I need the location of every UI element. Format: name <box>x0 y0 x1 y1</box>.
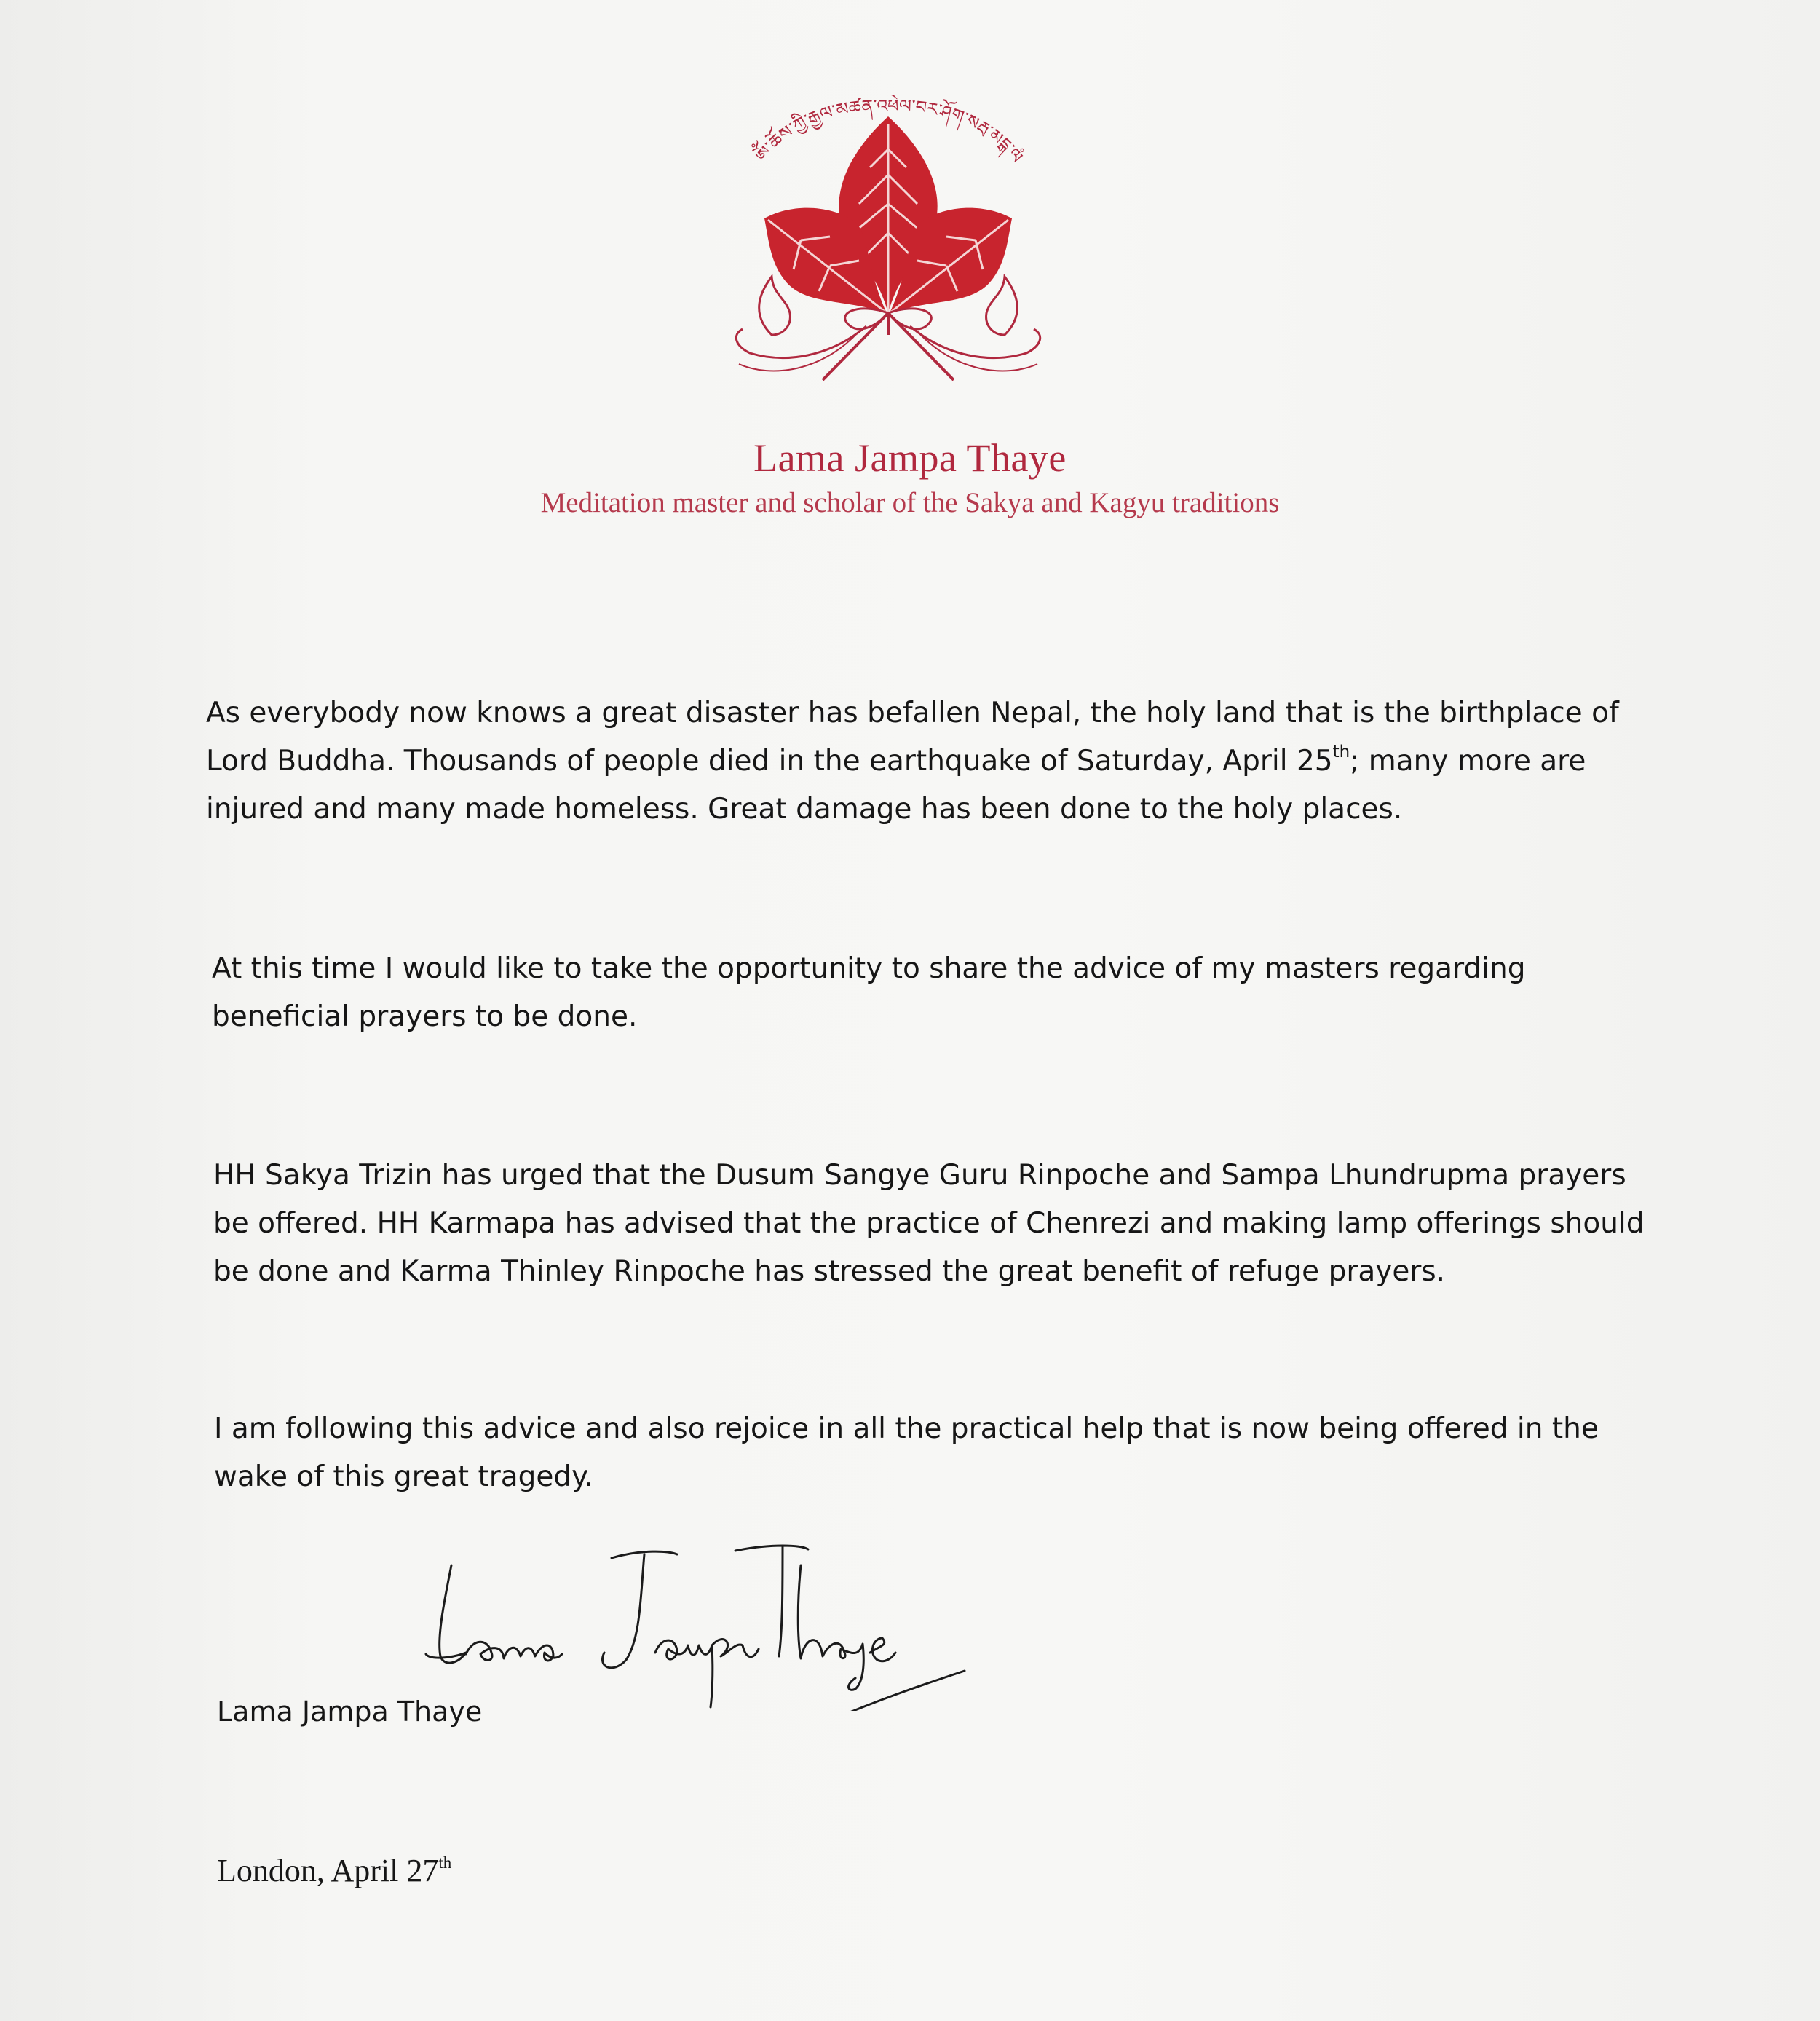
paragraph-line: be offered. HH Karmapa has advised that the practice of Chenrezi and making lamp offerings should <box>213 1207 1645 1240</box>
paragraph-line: beneficial prayers to be done. <box>212 1000 638 1033</box>
place-date-text: London, April 27 <box>217 1853 439 1888</box>
ordinal-suffix: th <box>438 1854 452 1872</box>
line-text: ; many more are <box>1350 745 1586 778</box>
paragraph-line: As everybody now knows a great disaster has befallen Nepal, the holy land that is the birthplace of <box>206 697 1619 729</box>
paragraph-line: injured and many made homeless. Great damage has been done to the holy places. <box>206 793 1403 826</box>
place-and-date <box>217 1852 451 1889</box>
line-text: Lord Buddha. Thousands of people died in the earthquake of Saturday, April 25 <box>206 745 1333 778</box>
bodhi-leaves-emblem-icon <box>721 95 1056 400</box>
paragraph-line: be done and Karma Thinley Rinpoche has stressed the great benefit of refuge prayers. <box>213 1255 1446 1288</box>
letterhead-subtitle: Meditation master and scholar of the Sakya and Kagyu traditions <box>540 487 1280 518</box>
paragraph-line: At this time I would like to take the opportunity to share the advice of my masters regarding <box>212 952 1526 985</box>
paragraph-following-advice <box>214 1405 1599 1501</box>
letterhead-name: Lama Jampa Thaye <box>753 436 1067 480</box>
paragraph-line <box>206 737 1619 786</box>
signatory-name: Lama Jampa Thaye <box>217 1696 483 1728</box>
paragraph-advice-intro <box>212 945 1526 1041</box>
tibetan-inscription: ༀ་ཆོས་ཀྱི་རྒྱལ་མཚན་འཕེལ་བར་ཤོག་སརྦ་མངྒ་ལཾ <box>751 95 1027 167</box>
paragraph-line: I am following this advice and also rejoice in all the practical help that is now being offered in the <box>214 1412 1599 1445</box>
paragraph-masters-advice <box>213 1152 1645 1296</box>
ordinal-suffix: th <box>1332 743 1350 762</box>
handwritten-signature <box>422 1536 976 1711</box>
paragraph-disaster <box>206 689 1619 834</box>
paragraph-line: HH Sakya Trizin has urged that the Dusum Sangye Guru Rinpoche and Sampa Lhundrupma prayers <box>213 1159 1626 1192</box>
paragraph-line: wake of this great tragedy. <box>214 1460 594 1493</box>
